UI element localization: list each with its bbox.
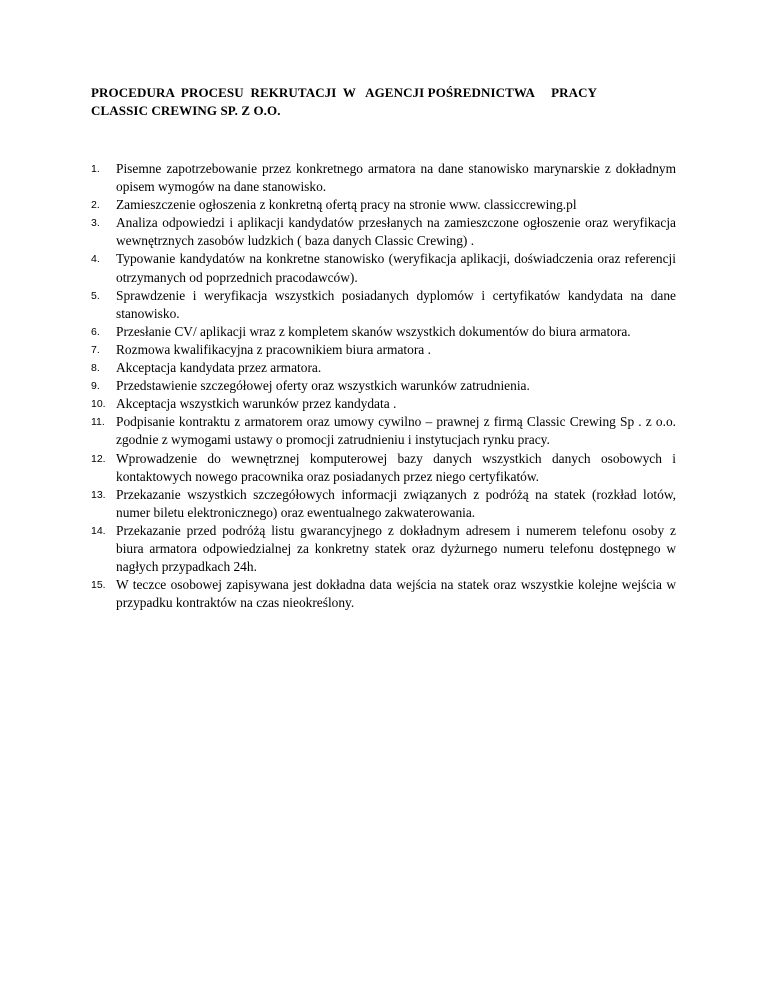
step-text: Wprowadzenie do wewnętrznej komputerowej bazy danych wszystkich danych osobowych i kontaktowych nowego pracownika oraz posiadanych przez niego certyfikatów. <box>116 450 676 484</box>
step-text: Przekazanie przed podróżą listu gwarancyjnego z dokładnym adresem i numerem telefonu osoby z biura armatora odpowiedzialnej za konkretny statek oraz dyżurnego numeru telefonu dostępnego w nagłych przypadkach 24h. <box>116 522 676 575</box>
procedure-steps-list <box>91 160 676 612</box>
list-item <box>91 377 676 395</box>
list-item <box>91 341 676 359</box>
list-item <box>91 323 676 341</box>
list-item <box>91 450 676 486</box>
step-number: 1. <box>91 163 100 175</box>
step-text: W teczce osobowej zapisywana jest dokładna data wejścia na statek oraz wszystkie kolejne wejścia w przypadku kontraktów na czas nieokreślony. <box>116 577 676 611</box>
step-number: 4. <box>91 253 100 266</box>
list-item <box>91 486 676 522</box>
list-item <box>91 413 676 449</box>
step-text: Sprawdzenie i weryfikacja wszystkich posiadanych dyplomów i certyfikatów kandydata na dane stanowisko. <box>116 287 676 321</box>
step-number: 11. <box>91 416 105 429</box>
step-text: Akceptacja wszystkich warunków przez kandydata . <box>116 396 397 412</box>
step-number: 12. <box>91 452 106 465</box>
step-number: 6. <box>91 325 100 338</box>
list-item <box>91 287 676 323</box>
list-item <box>91 214 676 250</box>
step-text: Analiza odpowiedzi i aplikacji kandydatów przesłanych na zamieszczone ogłoszenie oraz weryfikacja wewnętrznych zasobów ludzkich ( baza danych Classic Crewing) . <box>116 215 676 249</box>
step-text: Przekazanie wszystkich szczegółowych informacji związanych z podróżą na statek (rozkład lotów, numer biletu elektronicznego) oraz ewentualnego zakwaterowania. <box>116 486 676 520</box>
title-line-2: CLASSIC CREWING SP. Z O.O. <box>91 103 281 118</box>
step-number: 2. <box>91 199 100 212</box>
step-text: Typowanie kandydatów na konkretne stanowisko (weryfikacja aplikacji, doświadczenia oraz referencji otrzymanych od poprzednich pracodawców). <box>116 251 676 285</box>
step-number: 13. <box>91 488 106 501</box>
list-item <box>91 196 676 214</box>
step-text: Akceptacja kandydata przez armatora. <box>116 360 322 376</box>
step-number: 14. <box>91 524 106 537</box>
step-number: 7. <box>91 343 100 356</box>
list-item <box>91 395 676 413</box>
step-number: 9. <box>91 380 100 393</box>
step-number: 8. <box>91 362 100 375</box>
list-item <box>91 576 676 612</box>
step-number: 10. <box>91 398 106 411</box>
step-text: Przedstawienie szczegółowej oferty oraz wszystkich warunków zatrudnienia. <box>116 378 530 394</box>
list-item <box>91 250 676 286</box>
step-text: Zamieszczenie ogłoszenia z konkretną ofertą pracy na stronie www. classiccrewing.pl <box>116 197 577 213</box>
step-number: 5. <box>91 289 100 302</box>
list-item <box>91 160 676 196</box>
title-line-1: PROCEDURA PROCESU REKRUTACJI W AGENCJI POŚREDNICTWA PRACY <box>91 85 598 100</box>
step-number: 3. <box>91 217 100 230</box>
step-text: Przesłanie CV/ aplikacji wraz z kompletem skanów wszystkich dokumentów do biura armatora. <box>116 323 631 339</box>
step-text: Rozmowa kwalifikacyjna z pracownikiem biura armatora . <box>116 341 431 357</box>
list-item <box>91 522 676 576</box>
step-number: 15. <box>91 579 106 592</box>
step-text: Podpisanie kontraktu z armatorem oraz umowy cywilno – prawnej z firmą Classic Crewing Sp . z o.o. zgodnie z wymogami ustawy o promocji zatrudnieniu i instytucjach rynku pracy. <box>116 414 676 448</box>
step-text: Pisemne zapotrzebowanie przez konkretnego armatora na dane stanowisko marynarskie z dokładnym opisem wymogów na dane stanowisko. <box>116 161 676 195</box>
document-title <box>91 84 691 120</box>
list-item <box>91 359 676 377</box>
